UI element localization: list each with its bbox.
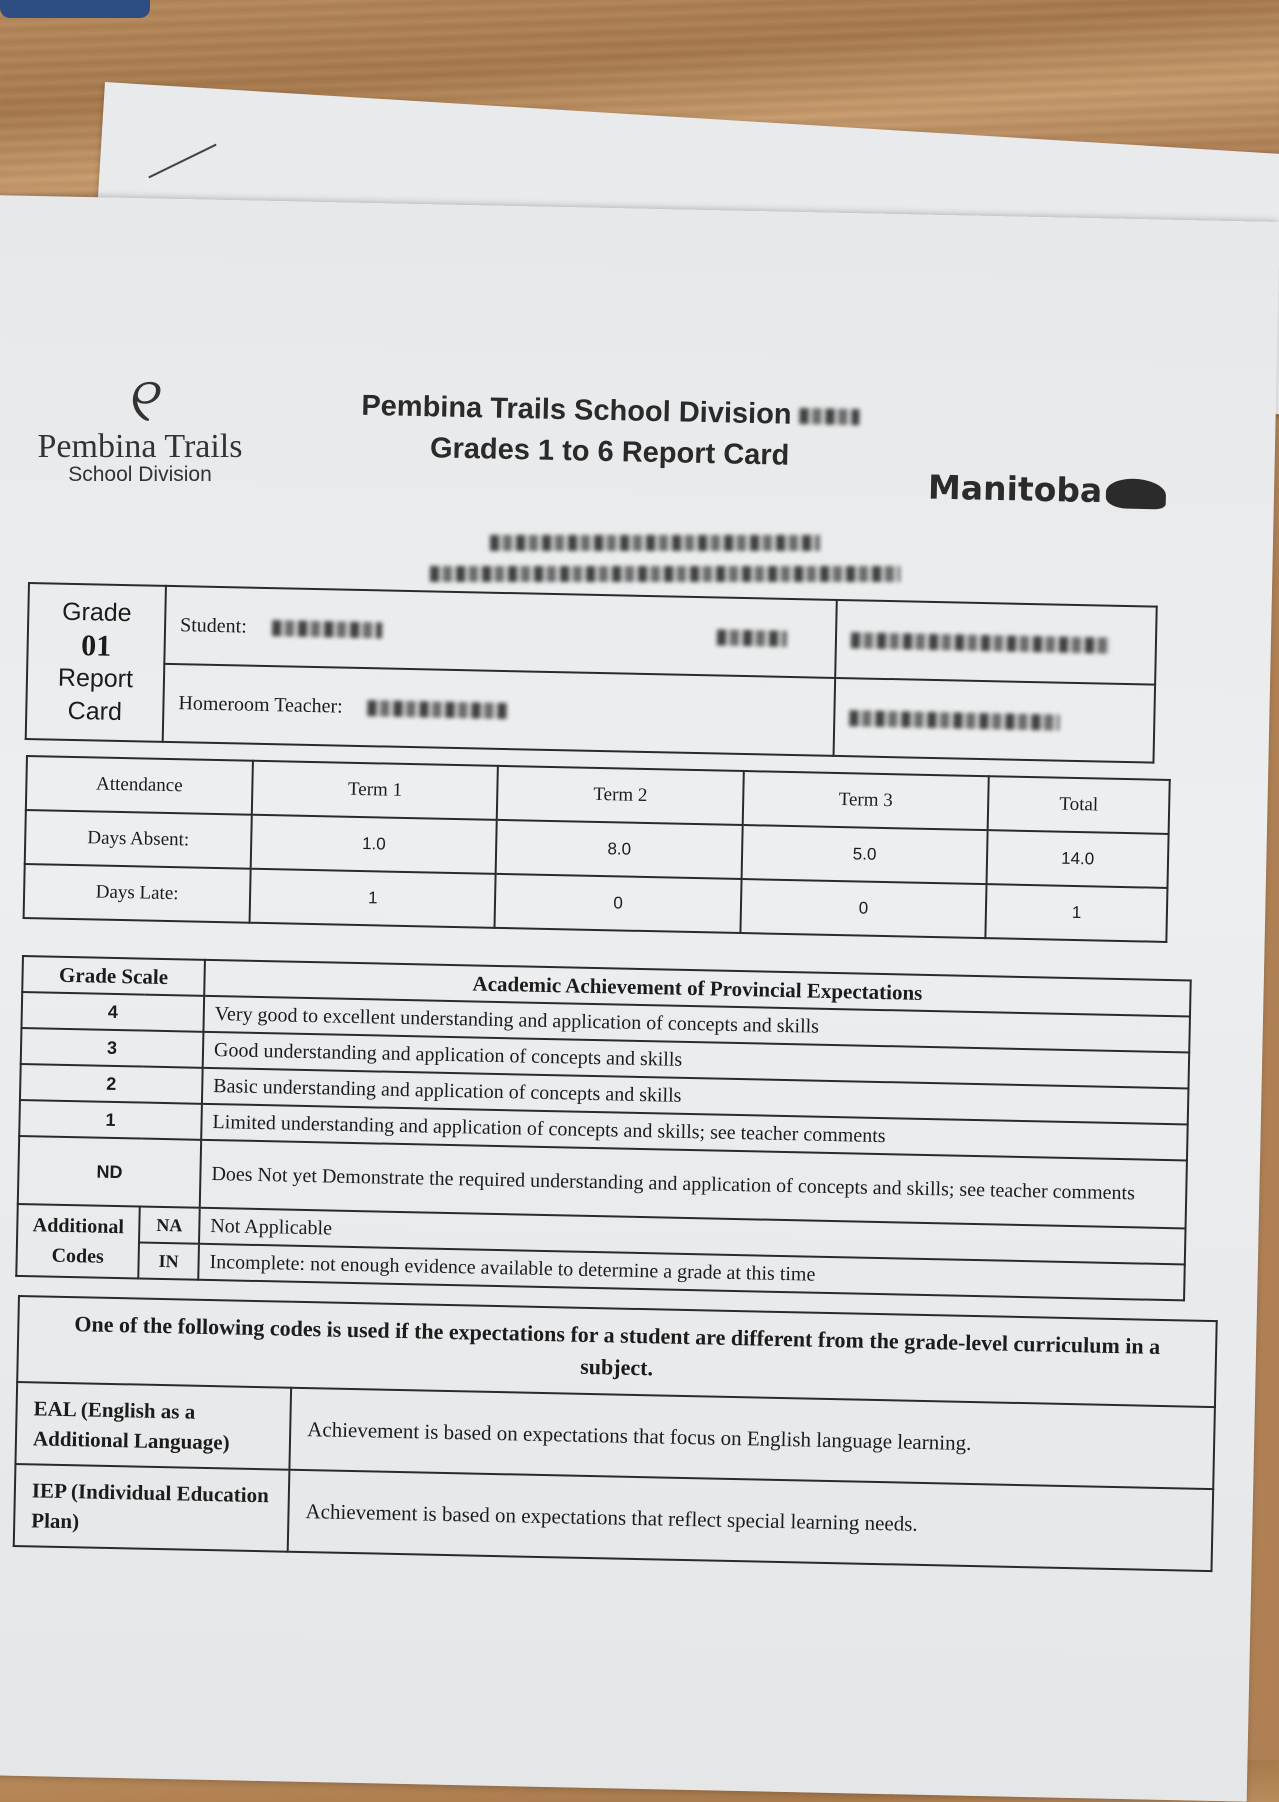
logo-name: Pembina Trails — [37, 428, 243, 465]
additional-label-2: Codes — [51, 1244, 105, 1268]
report-label-2: Card — [67, 696, 123, 726]
student-label: Student: — [179, 613, 248, 638]
logo-subtitle: School Division — [68, 463, 212, 486]
table-cell: 5.0 — [741, 825, 987, 884]
redacted-school-address — [430, 535, 1279, 583]
pembina-trails-logo — [10, 363, 270, 486]
manitoba-logo — [928, 468, 1167, 512]
student-row — [164, 586, 836, 678]
additional-code: NA — [139, 1207, 200, 1244]
grade-code: 3 — [21, 1028, 204, 1068]
special-codes-table — [13, 1295, 1218, 1572]
redacted-teacher-name — [368, 700, 508, 719]
grade-description: Does Not yet Demonstrate the required understanding and application of concepts and skills; see teacher comments — [200, 1140, 1187, 1229]
days-absent-label: Days Absent: — [25, 810, 252, 869]
table-cell: 1 — [250, 869, 496, 928]
days-late-label: Days Late: — [24, 864, 251, 923]
table-cell: 0 — [495, 874, 741, 933]
iep-description: Achievement is based on expectations that reflect special learning needs. — [288, 1470, 1214, 1571]
teacher-row — [163, 664, 835, 756]
redacted-student-name — [272, 620, 382, 638]
table-cell: 8.0 — [496, 820, 742, 879]
grade-description: Good understanding and application of concepts and skills — [203, 1032, 1190, 1089]
manitoba-wordmark: Manitoba — [927, 467, 1103, 511]
additional-description: Incomplete: not enough evidence available to determine a grade at this time — [198, 1244, 1185, 1301]
grade-number: 01 — [80, 629, 112, 663]
grade-code: ND — [18, 1136, 201, 1208]
grade-description: Basic understanding and application of concepts and skills — [202, 1068, 1189, 1125]
grade-description: Limited understanding and application of concepts and skills; see teacher comments — [201, 1104, 1188, 1161]
table-cell: 0 — [740, 879, 986, 938]
report-label-1: Report — [57, 663, 134, 694]
bison-icon — [1106, 478, 1167, 509]
grade-badge — [26, 583, 166, 742]
additional-codes-label — [16, 1204, 139, 1279]
additional-label-1: Additional — [32, 1214, 125, 1239]
grade-description: Very good to excellent understanding and application of concepts and skills — [203, 996, 1190, 1053]
term-1-header: Term 1 — [252, 761, 498, 820]
report-title-block — [299, 389, 921, 484]
grade-scale-header: Grade Scale — [22, 956, 205, 996]
attendance-header: Attendance — [26, 756, 253, 815]
teacher-label: Homeroom Teacher: — [178, 691, 343, 718]
table-cell: 1 — [986, 884, 1168, 942]
grade-code: 1 — [19, 1100, 202, 1140]
redacted-date — [849, 710, 1059, 730]
grade-code: 4 — [21, 992, 204, 1032]
additional-code: IN — [138, 1243, 199, 1280]
eal-description: Achievement is based on expectations that focus on English language learning. — [289, 1388, 1215, 1489]
division-title: Pembina Trails School Division — [361, 389, 792, 431]
student-info-box — [25, 582, 1158, 764]
logo-mark-icon: ୧ — [123, 363, 157, 436]
table-cell: 14.0 — [987, 830, 1169, 888]
student-extra-cell — [835, 600, 1157, 685]
achievement-header: Academic Achievement of Provincial Expectations — [204, 960, 1191, 1017]
additional-description: Not Applicable — [199, 1208, 1186, 1265]
redacted-id — [716, 629, 786, 646]
redacted-code — [799, 408, 859, 425]
grade-label: Grade — [61, 597, 132, 628]
grade-code: 2 — [20, 1064, 203, 1104]
grade-scale-table — [15, 955, 1191, 1301]
eal-label: EAL (English as a Additional Language) — [15, 1382, 291, 1470]
table-cell: 1.0 — [251, 815, 497, 874]
teacher-extra-cell — [834, 678, 1156, 763]
term-2-header: Term 2 — [497, 766, 743, 825]
iep-label: IEP (Individual Education Plan) — [14, 1464, 290, 1552]
redacted-student-details — [851, 632, 1111, 653]
special-codes-caption: One of the following codes is used if the expectations for a student are different from the grade-level curriculum in a subject. — [17, 1296, 1217, 1407]
attendance-table — [23, 755, 1171, 943]
report-title: Grades 1 to 6 Report Card — [429, 432, 790, 472]
term-3-header: Term 3 — [743, 771, 989, 830]
total-header: Total — [988, 776, 1170, 834]
